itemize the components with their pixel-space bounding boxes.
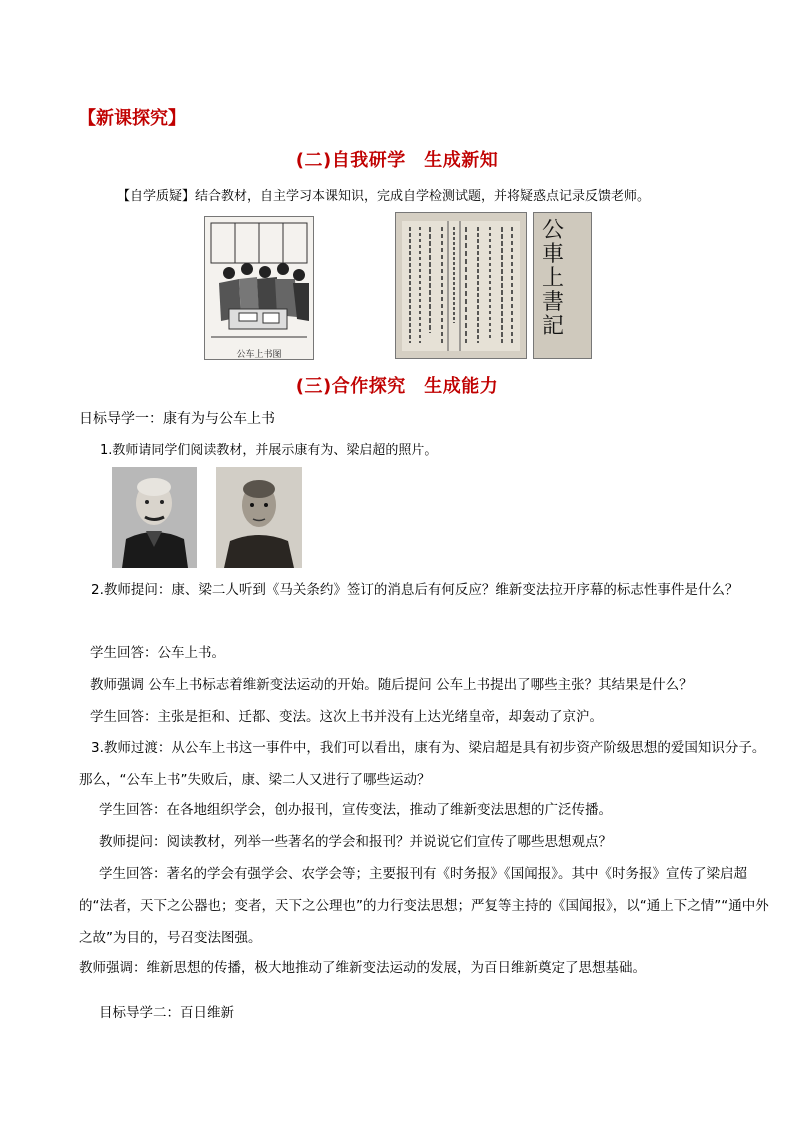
section3-title: (三)合作探究 生成能力 [295, 376, 499, 397]
petition-illustration [204, 216, 314, 360]
self-study-instruction: 【自学质疑】结合教材，自主学习本课知识，完成自学检测试题，并将疑惑点记录反馈老师。 [117, 189, 651, 204]
item1: 1.教师请同学们阅读教材，并展示康有为、梁启超的照片。 [100, 443, 438, 458]
goal1-heading: 日标导学一：康有为与公车上书 [79, 411, 275, 427]
kang-youwei-photo [112, 467, 197, 568]
item2: 2.教师提问：康、梁二人听到《马关条约》签订的消息后有何反应？维新变法拉开序幕的标志性事件是什么？ [91, 582, 739, 598]
answer2: 学生回答：主张是拒和、迁都、变法。这次上书并没有上达光绪皇帝，却轰动了京沪。 [90, 709, 603, 725]
section2-title: (二)自我研学 生成新知 [295, 150, 499, 171]
teacher-emphasis2: 教师强调：维新思想的传播，极大地推动了维新变法运动的发展，为百日维新奠定了思想基础。 [79, 960, 646, 976]
section-header: 【新课探究】 [78, 108, 186, 129]
petition-document-image [395, 212, 527, 359]
teacher-emphasis1: 教师强调 公车上书标志着维新变法运动的开始。随后提问 公车上书提出了哪些主张？其结果是什么？ [90, 677, 693, 693]
gongche-shangshu-plaque [533, 212, 592, 359]
answer1: 学生回答：公车上书。 [90, 645, 225, 661]
goal2-heading: 目标导学二：百日维新 [99, 1005, 234, 1021]
answer4: 学生回答：著名的学会有强学会、农学会等；主要报刊有《时务报》《国闻报》。其中《时务报》宣传了梁启超的“法者，天下之公器也；变者，天下之公理也”的力行变法思想；严复等主持的《国闻报》，以“通上下之情”“通中外之故”为目的，号召变法图强。 [79, 866, 769, 946]
illustration-caption: 公车上书图 [236, 350, 282, 360]
plaque-text: 公車上書記 [542, 218, 565, 339]
teacher-question4: 教师提问：阅读教材，列举一些著名的学会和报刊？并说说它们宣传了哪些思想观点？ [99, 834, 612, 850]
item3: 3.教师过渡：从公车上书这一事件中，我们可以看出，康有为、梁启超是具有初步资产阶级思想的爱国知识分子。那么，“公车上书”失败后，康、梁二人又进行了哪些运动？ [79, 740, 766, 788]
answer3: 学生回答：在各地组织学会，创办报刊，宣传变法，推动了维新变法思想的广泛传播。 [99, 802, 612, 818]
liang-qichao-photo [216, 467, 302, 568]
